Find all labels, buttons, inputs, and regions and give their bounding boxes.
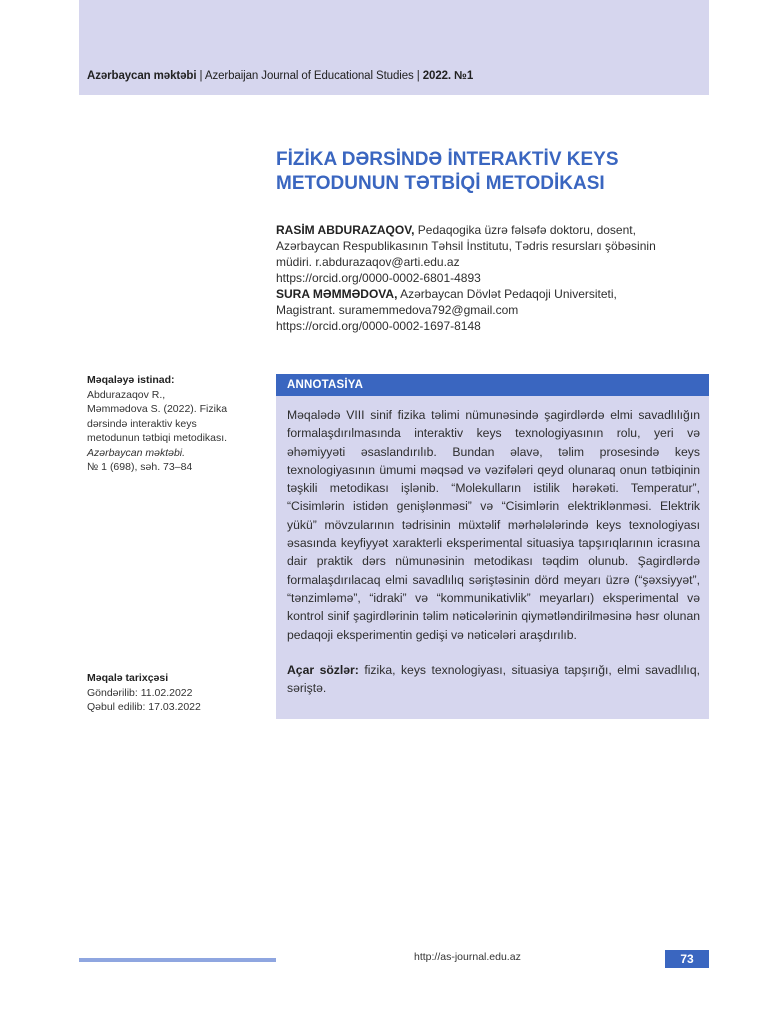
citation-line: Məmmədova S. (2022). Fizika bbox=[87, 403, 228, 415]
citation-line: metodunun tətbiqi metodikası. bbox=[87, 432, 228, 444]
citation-line: Abdurazaqov R., bbox=[87, 388, 166, 401]
author-2-line bbox=[276, 286, 708, 302]
history-submitted: Göndərilib: 11.02.2022 bbox=[87, 686, 193, 699]
author-block bbox=[276, 222, 708, 334]
author-1-line bbox=[276, 222, 708, 238]
journal-header bbox=[87, 70, 473, 82]
author-1-degree: Pedaqogika üzrə fəlsəfə doktoru, dosent, bbox=[414, 223, 636, 237]
author-2-affiliation: Azərbaycan Dövlət Pedaqoji Universiteti, bbox=[397, 287, 617, 301]
history-block bbox=[87, 671, 267, 715]
header-separator: | bbox=[196, 70, 205, 82]
journal-issue: 2022. №1 bbox=[422, 70, 474, 82]
journal-name-az: Azərbaycan məktəbi bbox=[87, 70, 197, 82]
footer-bar bbox=[79, 958, 276, 962]
article-title bbox=[276, 148, 706, 196]
article-title-line: METODUNUN TƏTBİQİ METODİKASI bbox=[276, 173, 605, 194]
author-1-affiliation: Azərbaycan Respublikasının Təhsil İnstitutu, Tədris resursları şöbəsinin bbox=[276, 239, 656, 253]
abstract-box bbox=[276, 374, 709, 719]
history-heading: Məqalə tarixçəsi bbox=[87, 672, 169, 684]
citation-block bbox=[87, 373, 267, 475]
header-separator: | bbox=[413, 70, 423, 82]
keywords-label: Açar sözlər: bbox=[287, 663, 359, 677]
page-number: 73 bbox=[665, 950, 709, 968]
article-title-line: FİZİKA DƏRSİNDƏ İNTERAKTİV KEYS bbox=[276, 149, 619, 170]
author-1-orcid-link[interactable]: https://orcid.org/0000-0002-6801-4893 bbox=[276, 271, 481, 285]
abstract-heading: ANNOTASİYA bbox=[276, 374, 709, 396]
citation-line: № 1 (698), səh. 73–84 bbox=[87, 461, 193, 473]
footer-url-link[interactable]: http://as-journal.edu.az bbox=[414, 951, 521, 963]
author-1-email[interactable]: müdiri. r.abdurazaqov@arti.edu.az bbox=[276, 255, 460, 269]
journal-name-en: Azerbaijan Journal of Educational Studies bbox=[204, 70, 414, 82]
author-2-email[interactable]: Magistrant. suramemmedova792@gmail.com bbox=[276, 303, 519, 317]
keywords-list: fizika, keys texnologiyası, situasiya tapşırığı, elmi savadlılıq, səriştə. bbox=[287, 663, 700, 696]
history-accepted: Qəbul edilib: 17.03.2022 bbox=[87, 701, 201, 713]
citation-heading: Məqaləyə istinad: bbox=[87, 374, 175, 386]
abstract-text: Məqalədə VIII sinif fizika təlimi nümunəsində şagirdlərdə elmi savadlılığın formalaşdırılmasında interaktiv keys texnologiyasının rolu, yeri və əhəmiyyəti əsaslandırılıb. Bundan əlavə, təlim prosesində keys texnologiyasının ümumi məqsəd və vəzifələri qeyd olunaraq onun tətbiqinin təşkili metodikası işlənib. “Molekulların istilik hərəkəti. Temperatur”, “Cisimlərin istidən genişlənməsi” və “Cisimlərin elektriklənməsi. Elektrik yükü” mövzularının tədrisinin müxtəlif mərhələlərində keys texnologiyası əsasında keyfiyyət xarakterli eksperimental situasiya tapşırıqlarının icrasına dair praktik dərs nümunəsinin metodikası təqdim olunub. Şagirdlərdə formalaşdırılacaq elmi savadlılıq səriştəsinin dörd meyarı üzrə (“şəxsiyyət”, “tənzimləmə”, “idraki” və “kommunikativlik” meyarları) eksperimental və kontrol sinif şagirdlərinin təlim nəticələrinin qiymətləndirilməsinə həsr olunan pedaqoji eksperimentin gedişi və nəticələri araşdırılıb. bbox=[287, 408, 700, 642]
author-2-name: SURA MƏMMƏDOVA, bbox=[276, 287, 398, 301]
author-2-orcid-link[interactable]: https://orcid.org/0000-0002-1697-8148 bbox=[276, 319, 481, 333]
keywords bbox=[287, 661, 700, 698]
citation-line: dərsində interaktiv keys bbox=[87, 417, 197, 430]
citation-journal bbox=[87, 446, 267, 461]
citation-journal-italic: Azərbaycan məktəbi. bbox=[87, 446, 186, 459]
author-1-name: RASİM ABDURAZAQOV, bbox=[276, 223, 415, 237]
